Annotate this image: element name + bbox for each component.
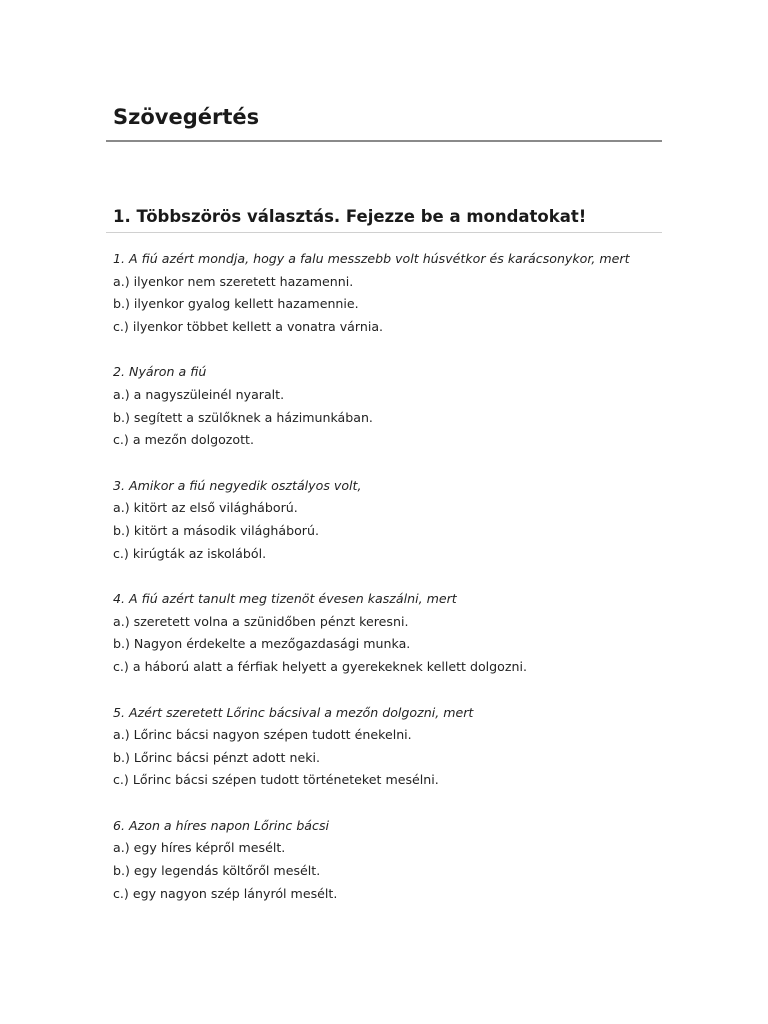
question-prompt: 2. Nyáron a fiú	[113, 364, 207, 380]
answer-option-b: b.) segített a szülőknek a házimunkában.	[113, 409, 373, 425]
answer-option-b: b.) kitört a második világháború.	[113, 522, 319, 538]
question-prompt: 1. A fiú azért mondja, hogy a falu messzebb volt húsvétkor és karácsonykor, mert	[113, 251, 630, 266]
page-title: Szövegértés	[113, 105, 260, 129]
answer-option-a: a.) szeretett volna a szünidőben pénzt keresni.	[113, 613, 409, 629]
question-6	[113, 815, 673, 905]
question-prompt: 6. Azon a híres napon Lőrinc bácsi	[113, 817, 330, 833]
answer-option-b: b.) Nagyon érdekelte a mezőgazdasági munka.	[113, 636, 411, 652]
answer-option-a: a.) ilyenkor nem szeretett hazamenni.	[113, 273, 354, 289]
answer-option-a: a.) kitört az első világháború.	[113, 500, 298, 516]
question-prompt: 5. Azért szeretett Lőrinc bácsival a mezőn dolgozni, mert	[113, 704, 474, 720]
question-3	[113, 475, 673, 565]
answer-option-a: a.) a nagyszüleinél nyaralt.	[113, 386, 285, 402]
question-prompt: 4. A fiú azért tanult meg tizenöt évesen kaszálni, mert	[113, 591, 457, 607]
answer-option-b: b.) egy legendás költőről mesélt.	[113, 863, 321, 879]
question-list	[113, 248, 673, 928]
section-title: 1. Többszörös választás. Fejezze be a mondatokat!	[113, 207, 587, 226]
answer-option-b: b.) Lőrinc bácsi pénzt adott neki.	[113, 749, 321, 765]
question-prompt: 3. Amikor a fiú negyedik osztályos volt,	[113, 477, 362, 493]
answer-option-c: c.) kirúgták az iskolából.	[113, 545, 267, 561]
answer-option-c: c.) a háború alatt a férfiak helyett a gyerekeknek kellett dolgozni.	[113, 658, 527, 674]
question-4	[113, 588, 673, 678]
answer-option-b: b.) ilyenkor gyalog kellett hazamennie.	[113, 296, 359, 312]
question-2	[113, 361, 673, 451]
answer-option-a: a.) Lőrinc bácsi nagyon szépen tudott énekelni.	[113, 727, 412, 743]
title-divider	[106, 140, 662, 142]
answer-option-c: c.) ilyenkor többet kellett a vonatra várnia.	[113, 318, 384, 334]
question-1	[113, 248, 673, 338]
answer-option-c: c.) Lőrinc bácsi szépen tudott történeteket mesélni.	[113, 772, 439, 788]
answer-option-c: c.) a mezőn dolgozott.	[113, 432, 254, 448]
section-divider	[106, 232, 662, 233]
answer-option-a: a.) egy híres képről mesélt.	[113, 840, 286, 856]
answer-option-c: c.) egy nagyon szép lányról mesélt.	[113, 885, 338, 901]
question-5	[113, 702, 673, 792]
